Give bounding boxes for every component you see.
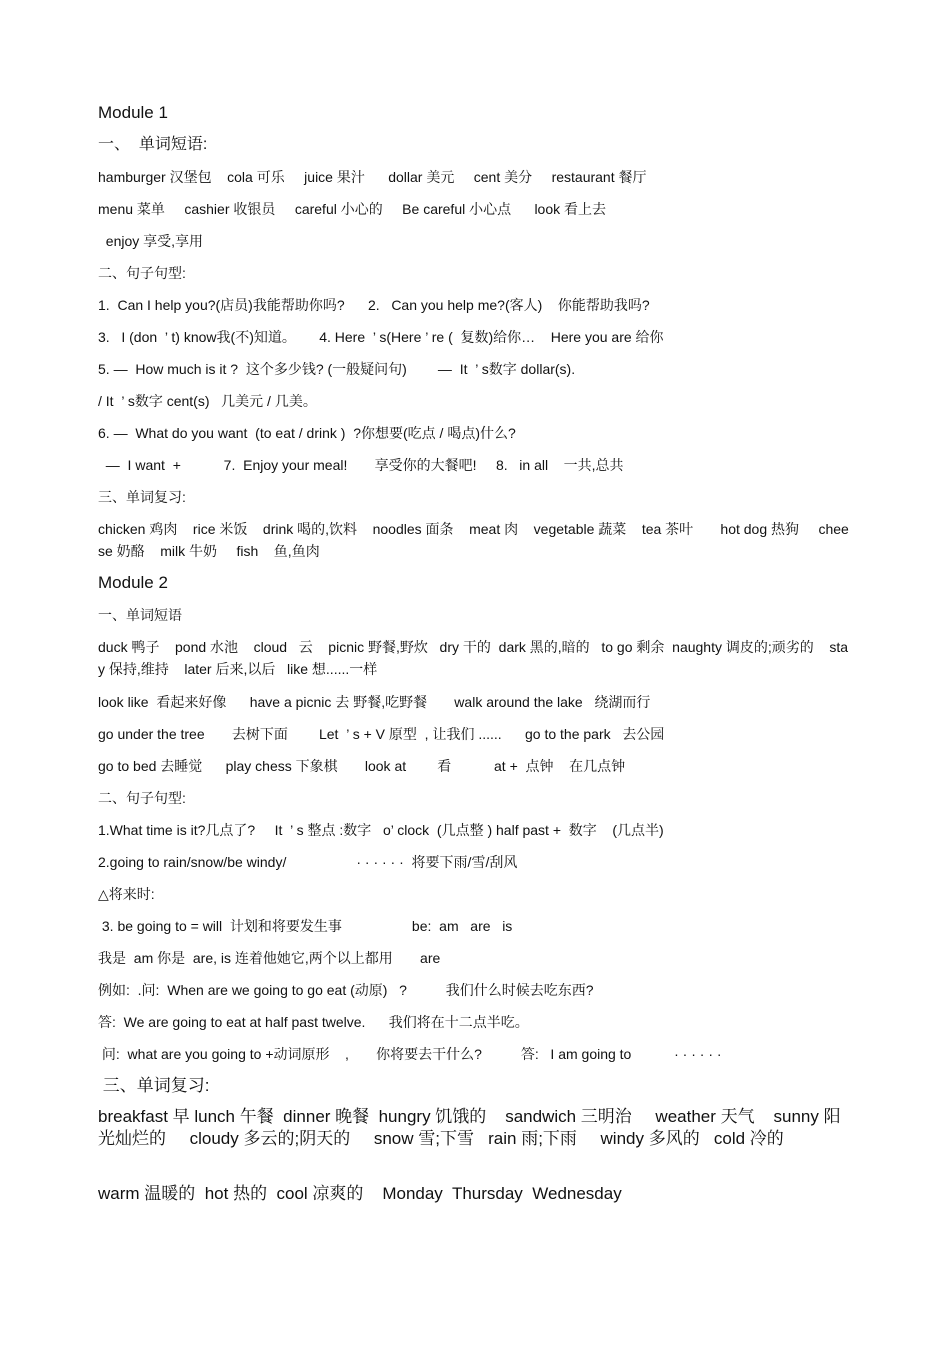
- module-2-section-sentences: 二、句子句型:: [98, 790, 186, 806]
- module-1-section-review: 三、单词复习:: [98, 489, 186, 505]
- module-1-vocab-line-3: enjoy 享受,享用: [98, 233, 204, 249]
- module-1-vocab-line-2: menu 菜单 cashier 收银员 careful 小心的 Be careful 小心点 look 看上去: [98, 201, 607, 217]
- module-1-title: Module 1: [98, 103, 168, 122]
- module-1-section-vocab: 一、 单词短语:: [98, 136, 208, 153]
- module-2-sentence-2: 2.going to rain/snow/be windy/ · · · · · · 将要下雨/雪/刮风: [98, 854, 518, 870]
- module-1-sentence-2: 3. I (don ’ t) know我(不)知道。 4. Here ’ s(Here ’ re ( 复数)给你… Here you are 给你: [98, 329, 664, 345]
- module-1-vocab-line-1: hamburger 汉堡包 cola 可乐 juice 果汁 dollar 美元 cent 美分 restaurant 餐厅: [98, 169, 647, 185]
- module-2-title: Module 2: [98, 573, 168, 592]
- module-2-example-question: 例如: .问: When are we going to go eat (动原) ? 我们什么时候去吃东西?: [98, 982, 594, 998]
- module-2-vocab-line-2: look like 看起来好像 have a picnic 去 野餐,吃野餐 walk around the lake 绕湖而行: [98, 694, 651, 710]
- module-2-sentence-1: 1.What time is it?几点了? It ’ s 整点 :数字 o’ clock (几点整 ) half past + 数字 (几点半): [98, 822, 664, 838]
- module-2-section-review: 三、单词复习:: [98, 1076, 210, 1095]
- module-2-vocab-line-4: go to bed 去睡觉 play chess 下象棋 look at 看 at + 点钟 在几点钟: [98, 758, 626, 774]
- module-2-example-2: 问: what are you going to +动词原形 , 你将要去干什么? 答: I am going to · · · · · ·: [98, 1046, 722, 1062]
- module-1-sentence-6: — I want + 7. Enjoy your meal! 享受你的大餐吧! 8. in all 一共,总共: [98, 457, 624, 473]
- module-1-review-words: chicken 鸡肉 rice 米饭 drink 喝的,饮料 noodles 面条 meat 肉 vegetable 蔬菜 tea 茶叶 hot dog 热狗 cheese 奶酪 milk 牛奶 fish 鱼,鱼肉: [98, 521, 849, 559]
- module-2-future-tense-note: △将来时:: [98, 886, 155, 902]
- module-1-sentence-1: 1. Can I help you?(店员)我能帮助你吗? 2. Can you help me?(客人) 你能帮助我吗?: [98, 297, 650, 313]
- module-1-sentence-4: / It ’ s数字 cent(s) 几美元 / 几美。: [98, 393, 317, 409]
- module-2-sentence-3: 3. be going to = will 计划和将要发生事 be: am are is: [98, 918, 513, 934]
- module-1-sentence-3: 5. — How much is it ? 这个多少钱? (一般疑问句) — It ’ s数字 dollar(s).: [98, 361, 576, 377]
- module-2-sentence-4: 我是 am 你是 are, is 连着他她它,两个以上都用 are: [98, 950, 441, 966]
- module-2-example-answer: 答: We are going to eat at half past twelve. 我们将在十二点半吃。: [98, 1014, 529, 1030]
- module-1-section-sentences: 二、句子句型:: [98, 265, 186, 281]
- module-2-review-words-2: warm 温暖的 hot 热的 cool 凉爽的 Monday Thursday Wednesday: [98, 1184, 622, 1203]
- module-2-review-words-1: breakfast 早 lunch 午餐 dinner 晚餐 hungry 饥饿的 sandwich 三明治 weather 天气 sunny 阳光灿烂的 cloudy 多云的;阴天的 snow 雪;下雪 rain 雨;下雨 windy 多风的 cold 冷的: [98, 1107, 841, 1148]
- module-1-sentence-5: 6. — What do you want (to eat / drink ) ?你想要(吃点 / 喝点)什么?: [98, 425, 516, 441]
- module-2-vocab-line-3: go under the tree 去树下面 Let ’ s + V 原型 , 让我们 ...... go to the park 去公园: [98, 726, 665, 742]
- module-2-section-vocab: 一、单词短语: [98, 607, 182, 623]
- module-2-vocab-line-1: duck 鸭子 pond 水池 cloud 云 picnic 野餐,野炊 dry 干的 dark 黑的,暗的 to go 剩余 naughty 调皮的;顽劣的 stay 保持,维持 later 后来,以后 like 想......一样: [98, 639, 848, 677]
